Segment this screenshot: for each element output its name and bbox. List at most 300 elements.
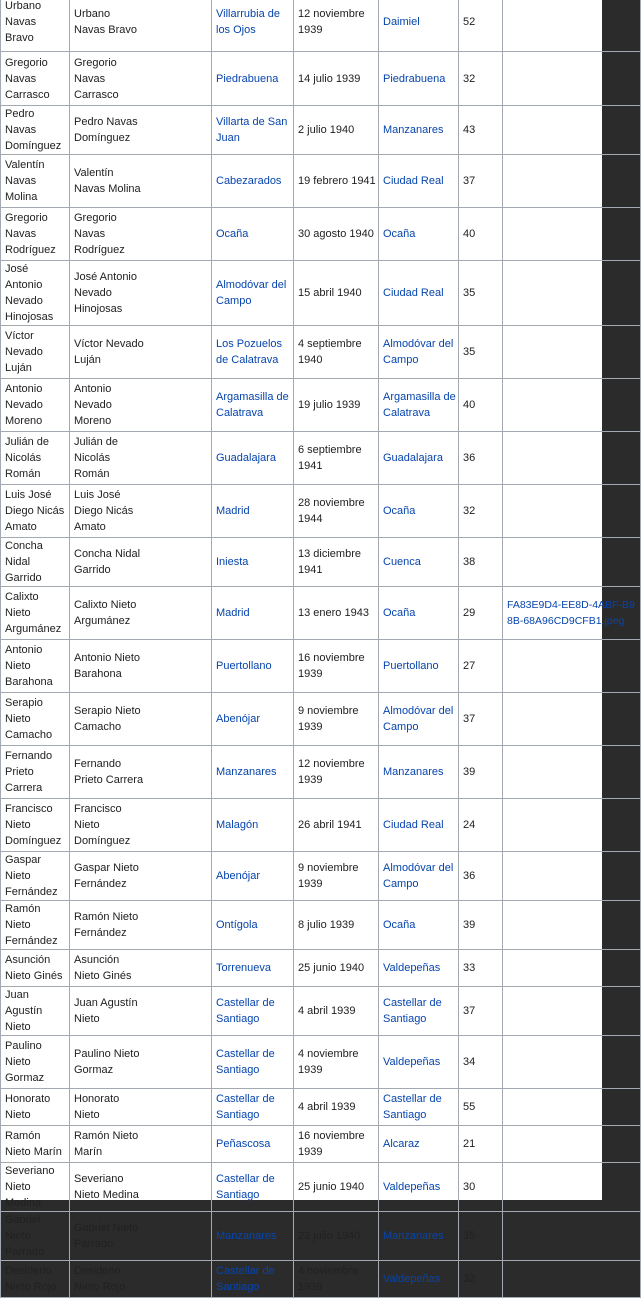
date-cell-td (294, 852, 379, 901)
name-cell: Asunción Nieto Ginés (5, 954, 63, 982)
age-cell-td (459, 987, 503, 1036)
date-cell: 14 julio 1939 (298, 72, 361, 85)
age-cell: 32 (463, 72, 476, 85)
date-cell: 4 noviembre 1939 (298, 1265, 359, 1293)
date-cell-td (294, 326, 379, 379)
name-cell: Víctor Nevado Luján (5, 330, 43, 374)
place-link-td (379, 1261, 459, 1298)
name-alt-cell: Pedro Navas Domínguez (74, 116, 138, 144)
place-link-td (379, 155, 459, 208)
birthplace-link[interactable]: Castellar de Santiago (216, 997, 275, 1025)
table-row (1, 901, 641, 950)
birthplace-link[interactable]: Malagón (216, 819, 259, 831)
name-alt-cell: Urbano Navas Bravo (74, 7, 137, 36)
date-cell-td (294, 901, 379, 950)
name-alt-cell-td (70, 106, 212, 155)
table-row (1, 852, 641, 901)
place-link[interactable]: Ocaña (383, 607, 416, 619)
name-cell-td (1, 987, 70, 1036)
name-alt-cell-td (70, 485, 212, 538)
birthplace-link-td (212, 485, 294, 538)
place-link[interactable]: Castellar de Santiago (383, 1093, 442, 1121)
age-cell-td (459, 1212, 503, 1261)
birthplace-link-td (212, 852, 294, 901)
place-link[interactable]: Ciudad Real (383, 819, 444, 831)
date-cell: 15 abril 1940 (298, 287, 362, 299)
name-cell-td (1, 799, 70, 852)
name-alt-cell-td (70, 1261, 212, 1298)
age-cell-td (459, 538, 503, 587)
date-cell: 12 noviembre 1939 (298, 7, 365, 36)
name-alt-cell-td (70, 538, 212, 587)
place-link-td (379, 693, 459, 746)
date-cell-td (294, 587, 379, 640)
date-cell: 16 noviembre 1939 (298, 652, 365, 680)
name-cell-td (1, 640, 70, 693)
name-alt-cell: Francisco Nieto Domínguez (74, 803, 131, 847)
file-link-td (503, 379, 641, 432)
date-cell: 2 julio 1940 (298, 124, 355, 136)
name-alt-cell: Asunción Nieto Ginés (74, 954, 132, 982)
date-cell-td (294, 1126, 379, 1163)
date-cell-td (294, 746, 379, 799)
place-link[interactable]: Ciudad Real (383, 287, 444, 299)
age-cell: 21 (463, 1138, 476, 1150)
name-cell: Concha Nidal Garrido (5, 540, 43, 584)
date-cell-td (294, 155, 379, 208)
file-link-td (503, 0, 641, 52)
place-link-td (379, 987, 459, 1036)
age-cell-td (459, 326, 503, 379)
name-cell: Gaspar Nieto Fernández (5, 854, 58, 898)
file-link-td (503, 208, 641, 261)
table-row (1, 987, 641, 1036)
date-cell-td (294, 1212, 379, 1261)
name-alt-cell-td (70, 432, 212, 485)
table-row (1, 52, 641, 106)
date-cell: 19 febrero 1941 (298, 175, 376, 187)
table-row (1, 950, 641, 987)
file-link-td (503, 155, 641, 208)
date-cell: 28 noviembre 1944 (298, 497, 365, 525)
name-alt-cell-td (70, 693, 212, 746)
age-cell-td (459, 746, 503, 799)
table-row (1, 746, 641, 799)
name-cell-td (1, 693, 70, 746)
name-cell-td (1, 950, 70, 987)
birthplace-link[interactable]: Villarrubia de los Ojos (216, 7, 281, 36)
name-alt-cell: Valentín Navas Molina (74, 167, 141, 195)
file-link-td (503, 1163, 641, 1212)
birthplace-link[interactable]: Guadalajara (216, 452, 276, 464)
birthplace-link[interactable]: Abenójar (216, 713, 261, 725)
date-cell-td (294, 538, 379, 587)
file-link-td (503, 485, 641, 538)
age-cell: 52 (463, 15, 476, 28)
name-alt-cell: Gregorio Navas Rodríguez (74, 212, 125, 256)
file-link[interactable]: FA83E9D4-EE8D-4ABF-B98B-68A96CD9CFB1.jpeg (507, 599, 635, 627)
age-cell-td (459, 379, 503, 432)
date-cell: 4 abril 1939 (298, 1005, 356, 1017)
file-link-td (503, 1089, 641, 1126)
name-alt-cell-td (70, 1126, 212, 1163)
date-cell: 19 julio 1939 (298, 399, 361, 411)
birthplace-link-td (212, 950, 294, 987)
date-cell-td (294, 987, 379, 1036)
date-cell-td (294, 1261, 379, 1298)
place-link[interactable]: Manzanares (383, 1230, 444, 1242)
name-cell-td (1, 587, 70, 640)
name-cell: Ramón Nieto Marín (5, 1130, 62, 1158)
age-cell-td (459, 432, 503, 485)
place-link-td (379, 1089, 459, 1126)
name-cell: Desiderio Nieto Rojo (5, 1265, 57, 1293)
name-alt-cell-td (70, 155, 212, 208)
file-link-td (503, 640, 641, 693)
birthplace-link[interactable]: Peñascosa (216, 1138, 271, 1150)
date-cell: 23 julio 1940 (298, 1230, 361, 1242)
date-cell-td (294, 640, 379, 693)
place-link-td (379, 538, 459, 587)
place-link[interactable]: Castellar de Santiago (383, 997, 442, 1025)
place-link[interactable]: Valdepeñas (383, 1056, 441, 1068)
age-cell-td (459, 261, 503, 326)
place-link[interactable]: Manzanares (383, 124, 444, 136)
date-cell-td (294, 432, 379, 485)
date-cell-td (294, 0, 379, 52)
age-cell-td (459, 901, 503, 950)
name-cell-td (1, 52, 70, 106)
name-cell-td (1, 1089, 70, 1126)
age-cell-td (459, 155, 503, 208)
file-link-td (503, 1261, 641, 1298)
age-cell: 36 (463, 452, 476, 464)
name-cell: Gregorio Navas Carrasco (5, 56, 50, 101)
table-row (1, 1036, 641, 1089)
name-alt-cell-td (70, 950, 212, 987)
place-link-td (379, 432, 459, 485)
birthplace-link[interactable]: Argamasilla de Calatrava (216, 391, 289, 419)
name-alt-cell-td (70, 208, 212, 261)
birthplace-link[interactable]: Los Pozuelos de Calatrava (216, 338, 283, 366)
name-alt-cell: Fernando Prieto Carrera (74, 758, 144, 786)
file-link-td (503, 261, 641, 326)
date-cell-td (294, 799, 379, 852)
file-link-td (503, 799, 641, 852)
place-link[interactable]: Ocaña (383, 919, 416, 931)
date-cell: 26 abril 1941 (298, 819, 362, 831)
place-link-td (379, 587, 459, 640)
name-cell: Ramón Nieto Fernández (5, 903, 58, 947)
file-link-td (503, 1212, 641, 1261)
place-link-td (379, 852, 459, 901)
age-cell: 37 (463, 713, 476, 725)
birthplace-link-td (212, 587, 294, 640)
birthplace-link[interactable]: Madrid (216, 505, 250, 517)
birthplace-link-td (212, 261, 294, 326)
age-cell-td (459, 1036, 503, 1089)
birthplace-link-td (212, 901, 294, 950)
name-alt-cell: Antonio Nieto Barahona (74, 652, 141, 680)
name-alt-cell-td (70, 852, 212, 901)
place-link[interactable]: Ocaña (383, 505, 416, 517)
name-cell: Urbano Navas Bravo (5, 0, 42, 44)
name-alt-cell-td (70, 799, 212, 852)
birthplace-link-td (212, 538, 294, 587)
birthplace-link[interactable]: Castellar de Santiago (216, 1173, 275, 1201)
birthplace-link-td (212, 987, 294, 1036)
age-cell-td (459, 1126, 503, 1163)
place-link-td (379, 799, 459, 852)
name-cell-td (1, 538, 70, 587)
place-link[interactable]: Guadalajara (383, 452, 443, 464)
place-link-td (379, 261, 459, 326)
file-link-td (503, 326, 641, 379)
date-cell-td (294, 693, 379, 746)
birthplace-link[interactable]: Abenójar (216, 870, 261, 882)
table-row (1, 1261, 641, 1298)
birthplace-link[interactable]: Manzanares (216, 1230, 277, 1242)
place-link[interactable]: Ocaña (383, 228, 416, 240)
birthplace-link[interactable]: Manzanares (216, 766, 277, 778)
name-cell-td (1, 106, 70, 155)
place-link[interactable]: Puertollano (383, 660, 439, 672)
birthplace-link-td (212, 326, 294, 379)
age-cell-td (459, 106, 503, 155)
date-cell-td (294, 1163, 379, 1212)
age-cell: 30 (463, 1181, 476, 1193)
name-cell-td (1, 326, 70, 379)
birthplace-link-td (212, 1163, 294, 1212)
table-row (1, 485, 641, 538)
date-cell: 9 noviembre 1939 (298, 705, 359, 733)
table-row (1, 0, 641, 52)
date-cell: 4 noviembre 1939 (298, 1048, 359, 1076)
place-link[interactable]: Valdepeñas (383, 1273, 441, 1285)
birthplace-link-td (212, 106, 294, 155)
name-alt-cell: Gregorio Navas Carrasco (74, 56, 119, 101)
date-cell-td (294, 208, 379, 261)
age-cell-td (459, 0, 503, 52)
name-cell-td (1, 901, 70, 950)
name-alt-cell: Ramón Nieto Marín (74, 1130, 139, 1158)
name-cell-td (1, 485, 70, 538)
name-cell-td (1, 432, 70, 485)
age-cell: 32 (463, 1273, 476, 1285)
name-cell: Luis José Diego Nicás Amato (5, 489, 65, 533)
age-cell: 39 (463, 919, 476, 931)
birthplace-link[interactable]: Almodóvar del Campo (216, 279, 287, 307)
place-link-td (379, 485, 459, 538)
file-link-td (503, 693, 641, 746)
table-row (1, 208, 641, 261)
place-link[interactable]: Almodóvar del Campo (383, 338, 454, 366)
name-alt-cell-td (70, 987, 212, 1036)
table-row (1, 326, 641, 379)
name-cell: Valentín Navas Molina (5, 159, 45, 203)
file-link-td (503, 1036, 641, 1089)
age-cell: 43 (463, 124, 476, 136)
date-cell-td (294, 106, 379, 155)
place-link-td (379, 0, 459, 52)
age-cell-td (459, 1089, 503, 1126)
file-link-td (503, 901, 641, 950)
age-cell: 35 (463, 346, 476, 358)
name-alt-cell-td (70, 1163, 212, 1212)
place-link-td (379, 1036, 459, 1089)
name-alt-cell: Paulino Nieto Gormaz (74, 1048, 140, 1076)
file-link-td (503, 1126, 641, 1163)
table-row (1, 799, 641, 852)
age-cell-td (459, 1261, 503, 1298)
name-cell: Antonio Nieto Barahona (5, 644, 53, 688)
birthplace-link-td (212, 640, 294, 693)
age-cell-td (459, 640, 503, 693)
birthplace-link[interactable]: Ocaña (216, 228, 249, 240)
name-cell: Gabriel Nieto Parrado (5, 1214, 45, 1258)
birthplace-link-td (212, 1126, 294, 1163)
name-cell: José Antonio Nevado Hinojosas (5, 263, 54, 323)
name-alt-cell: Honorato Nieto (74, 1093, 120, 1121)
name-cell: Francisco Nieto Domínguez (5, 803, 62, 847)
name-alt-cell: Calixto Nieto Argumánez (74, 599, 137, 627)
file-link-td (503, 987, 641, 1036)
name-alt-cell: Severiano Nieto Medina (74, 1173, 139, 1201)
birthplace-link-td (212, 379, 294, 432)
age-cell-td (459, 950, 503, 987)
age-cell: 55 (463, 1101, 476, 1113)
place-link[interactable]: Manzanares (383, 766, 444, 778)
age-cell: 32 (463, 505, 476, 517)
name-alt-cell-td (70, 0, 212, 52)
place-link-td (379, 1126, 459, 1163)
name-cell: Fernando Prieto Carrera (5, 750, 53, 794)
birthplace-link[interactable]: Castellar de Santiago (216, 1048, 275, 1076)
name-alt-cell: Julián de Nicolás Román (74, 436, 119, 480)
name-cell-td (1, 746, 70, 799)
name-cell-td (1, 208, 70, 261)
table-row (1, 379, 641, 432)
file-link-td (503, 587, 641, 640)
date-cell-td (294, 950, 379, 987)
age-cell-td (459, 1163, 503, 1212)
date-cell: 9 noviembre 1939 (298, 862, 359, 890)
name-alt-cell-td (70, 1036, 212, 1089)
name-cell-td (1, 1212, 70, 1261)
place-link-td (379, 950, 459, 987)
name-cell: Calixto Nieto Argumánez (5, 591, 62, 635)
name-cell: Antonio Nevado Moreno (5, 383, 43, 427)
birthplace-link[interactable]: Piedrabuena (216, 72, 279, 85)
name-alt-cell-td (70, 901, 212, 950)
table-row (1, 587, 641, 640)
place-link-td (379, 640, 459, 693)
name-cell: Serapio Nieto Camacho (5, 697, 53, 741)
place-link-td (379, 746, 459, 799)
birthplace-link[interactable]: Puertollano (216, 660, 272, 672)
date-cell-td (294, 1036, 379, 1089)
age-cell: 29 (463, 607, 476, 619)
place-link[interactable]: Argamasilla de Calatrava (383, 391, 456, 419)
date-cell: 16 noviembre 1939 (298, 1130, 365, 1158)
place-link-td (379, 326, 459, 379)
table-row (1, 640, 641, 693)
place-link[interactable]: Alcaraz (383, 1138, 420, 1150)
age-cell-td (459, 587, 503, 640)
place-link-td (379, 52, 459, 106)
name-alt-cell: Antonio Nevado Moreno (74, 383, 112, 427)
birthplace-link[interactable]: Madrid (216, 607, 250, 619)
birthplace-link[interactable]: Torrenueva (216, 962, 272, 974)
birthplace-link-td (212, 52, 294, 106)
name-cell-td (1, 1036, 70, 1089)
age-cell: 35 (463, 1230, 476, 1242)
age-cell-td (459, 52, 503, 106)
name-alt-cell: José Antonio Nevado Hinojosas (74, 271, 137, 315)
name-alt-cell-td (70, 640, 212, 693)
age-cell: 39 (463, 766, 476, 778)
birthplace-link-td (212, 693, 294, 746)
age-cell: 35 (463, 287, 476, 299)
place-link[interactable]: Almodóvar del Campo (383, 705, 454, 733)
name-cell: Pedro Navas Domínguez (5, 108, 62, 152)
name-alt-cell: Concha Nidal Garrido (74, 548, 141, 576)
name-cell-td (1, 379, 70, 432)
place-link[interactable]: Daimiel (383, 15, 420, 28)
age-cell: 40 (463, 399, 476, 411)
age-cell-td (459, 852, 503, 901)
table-row (1, 1089, 641, 1126)
place-link-td (379, 106, 459, 155)
file-link-td (503, 746, 641, 799)
place-link[interactable]: Valdepeñas (383, 962, 441, 974)
file-link-td (503, 950, 641, 987)
name-cell: Julián de Nicolás Román (5, 436, 50, 480)
name-alt-cell: Gabriel Nieto Parrado (74, 1222, 139, 1250)
birthplace-link[interactable]: Ontígola (216, 919, 258, 931)
name-cell-td (1, 1163, 70, 1212)
place-link-td (379, 901, 459, 950)
name-cell-td (1, 0, 70, 52)
name-alt-cell-td (70, 746, 212, 799)
place-link[interactable]: Cuenca (383, 556, 421, 568)
name-cell: Severiano Nieto Medina (5, 1165, 55, 1209)
place-link[interactable]: Ciudad Real (383, 175, 444, 187)
name-cell: Gregorio Navas Rodríguez (5, 212, 56, 256)
age-cell: 34 (463, 1056, 476, 1068)
name-alt-cell: Gaspar Nieto Fernández (74, 862, 139, 890)
name-alt-cell: Luis José Diego Nicás Amato (74, 489, 134, 533)
age-cell: 38 (463, 556, 476, 568)
place-link[interactable]: Valdepeñas (383, 1181, 441, 1193)
table-row (1, 106, 641, 155)
birthplace-link[interactable]: Cabezarados (216, 175, 282, 187)
date-cell: 13 diciembre 1941 (298, 548, 361, 576)
name-alt-cell-td (70, 1212, 212, 1261)
place-link-td (379, 1163, 459, 1212)
table-row (1, 1163, 641, 1212)
place-link[interactable]: Almodóvar del Campo (383, 862, 454, 890)
birthplace-link[interactable]: Iniesta (216, 556, 249, 568)
birthplace-link-td (212, 1036, 294, 1089)
age-cell: 37 (463, 175, 476, 187)
birthplace-link[interactable]: Castellar de Santiago (216, 1265, 275, 1293)
file-link-td (503, 852, 641, 901)
birthplace-link[interactable]: Castellar de Santiago (216, 1093, 275, 1121)
birthplace-link[interactable]: Villarta de San Juan (216, 116, 288, 144)
place-link[interactable]: Piedrabuena (383, 72, 446, 85)
date-cell: 25 junio 1940 (298, 1181, 365, 1193)
